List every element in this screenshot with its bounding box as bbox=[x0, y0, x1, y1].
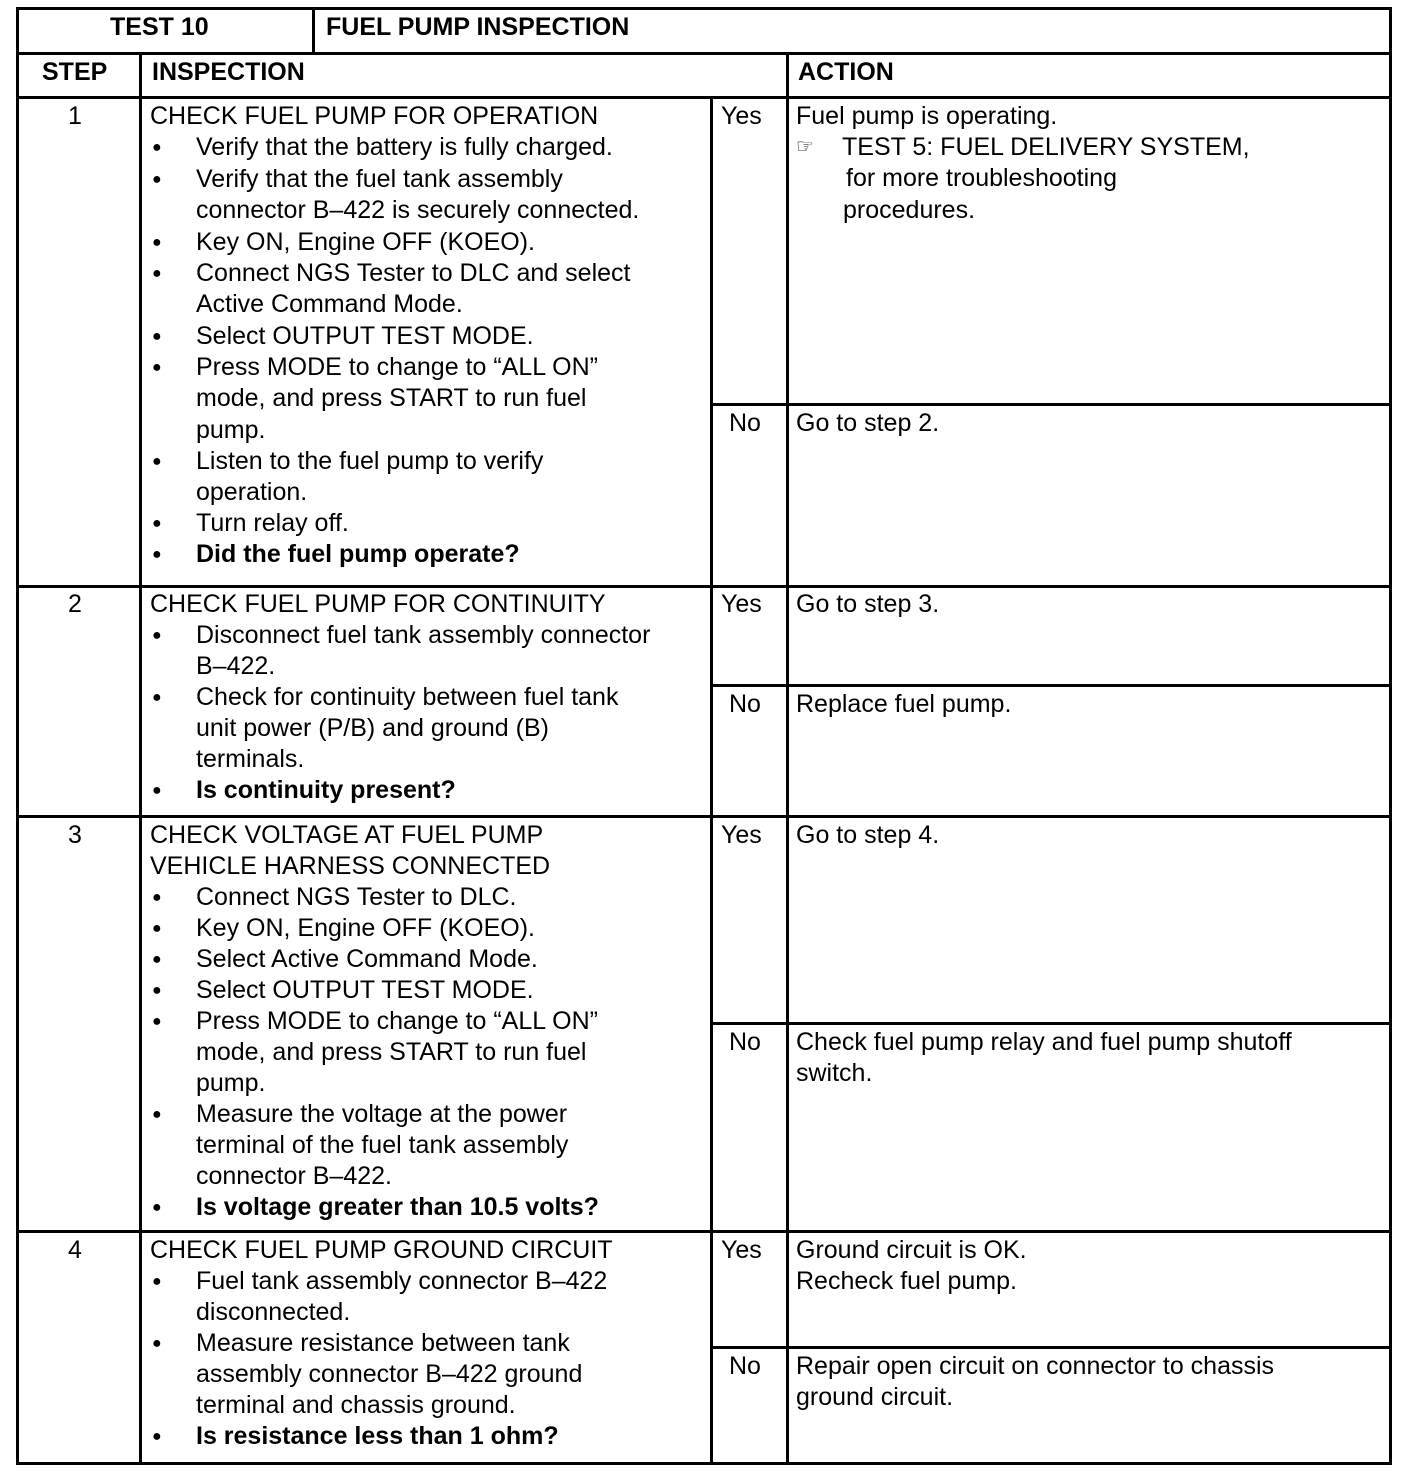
bullet-icon: ● bbox=[152, 627, 162, 644]
bullet-text: Connect NGS Tester to DLC. bbox=[196, 883, 517, 911]
action-text: procedures. bbox=[843, 196, 976, 224]
bullet-icon: ● bbox=[152, 889, 162, 906]
bullet-text: Select Active Command Mode. bbox=[196, 945, 538, 973]
bullet-icon: ● bbox=[152, 139, 162, 156]
bullet-text: Verify that the battery is fully charged. bbox=[196, 133, 613, 161]
action-column-divider bbox=[786, 52, 789, 1465]
step-title: CHECK FUEL PUMP FOR OPERATION bbox=[150, 102, 599, 130]
step-title: CHECK FUEL PUMP FOR CONTINUITY bbox=[150, 590, 606, 618]
bullet-icon: ● bbox=[152, 1013, 162, 1030]
bullet-text: mode, and press START to run fuel bbox=[196, 384, 587, 412]
bullet-icon: ● bbox=[152, 982, 162, 999]
test-label: TEST 10 bbox=[110, 13, 209, 41]
action-text: Replace fuel pump. bbox=[796, 690, 1012, 718]
column-header-step: STEP bbox=[42, 58, 108, 86]
bullet-question: Is resistance less than 1 ohm? bbox=[196, 1422, 559, 1450]
bullet-text: unit power (P/B) and ground (B) bbox=[196, 714, 549, 742]
step-number: 3 bbox=[68, 821, 82, 849]
no-label: No bbox=[729, 1028, 761, 1056]
bullet-text: disconnected. bbox=[196, 1298, 351, 1326]
bullet-question: Is voltage greater than 10.5 volts? bbox=[196, 1193, 599, 1221]
bullet-text: Active Command Mode. bbox=[196, 290, 463, 318]
action-text: Go to step 3. bbox=[796, 590, 940, 618]
bullet-text: mode, and press START to run fuel bbox=[196, 1038, 587, 1066]
bullet-text: Press MODE to change to “ALL ON” bbox=[196, 353, 599, 381]
bullet-icon: ● bbox=[152, 359, 162, 376]
bullet-text: assembly connector B–422 ground bbox=[196, 1360, 583, 1388]
bullet-text: Disconnect fuel tank assembly connector bbox=[196, 621, 651, 649]
bullet-icon: ● bbox=[152, 515, 162, 532]
bullet-text: Listen to the fuel pump to verify bbox=[196, 447, 544, 475]
column-header-action: ACTION bbox=[798, 58, 894, 86]
step-number: 4 bbox=[68, 1236, 82, 1264]
bullet-icon: ● bbox=[152, 546, 162, 563]
step2-divider bbox=[16, 815, 1392, 818]
bullet-text: Verify that the fuel tank assembly bbox=[196, 165, 563, 193]
bullet-icon: ● bbox=[152, 328, 162, 345]
bullet-text: Measure resistance between tank bbox=[196, 1329, 570, 1357]
yes-label: Yes bbox=[721, 821, 762, 849]
bullet-icon: ● bbox=[152, 265, 162, 282]
step2-yes-no-divider bbox=[710, 684, 1392, 687]
yes-label: Yes bbox=[721, 1236, 762, 1264]
no-label: No bbox=[729, 1352, 761, 1380]
bullet-icon: ● bbox=[152, 951, 162, 968]
action-text: switch. bbox=[796, 1059, 873, 1087]
no-label: No bbox=[729, 409, 761, 437]
bullet-icon: ● bbox=[152, 1273, 162, 1290]
column-header-divider bbox=[16, 96, 1392, 99]
bullet-icon: ● bbox=[152, 782, 162, 799]
step3-yes-no-divider bbox=[710, 1022, 1392, 1025]
bullet-icon: ● bbox=[152, 1428, 162, 1445]
bullet-text: pump. bbox=[196, 1069, 266, 1097]
step-number: 1 bbox=[68, 102, 82, 130]
bullet-text: B–422. bbox=[196, 652, 276, 680]
bullet-text: operation. bbox=[196, 478, 308, 506]
yes-label: Yes bbox=[721, 102, 762, 130]
bullet-text: Key ON, Engine OFF (KOEO). bbox=[196, 228, 535, 256]
step1-divider bbox=[16, 585, 1392, 588]
bullet-icon: ● bbox=[152, 1199, 162, 1216]
action-text: Go to step 4. bbox=[796, 821, 940, 849]
action-text: ground circuit. bbox=[796, 1383, 954, 1411]
bullet-icon: ● bbox=[152, 1335, 162, 1352]
bullet-icon: ● bbox=[152, 1106, 162, 1123]
action-text: Check fuel pump relay and fuel pump shutoff bbox=[796, 1028, 1292, 1056]
step-title: CHECK VOLTAGE AT FUEL PUMP bbox=[150, 821, 544, 849]
bullet-text: Check for continuity between fuel tank bbox=[196, 683, 619, 711]
bullet-text: Fuel tank assembly connector B–422 bbox=[196, 1267, 608, 1295]
bullet-text: Turn relay off. bbox=[196, 509, 349, 537]
step4-yes-no-divider bbox=[710, 1346, 1392, 1349]
bullet-text: terminal and chassis ground. bbox=[196, 1391, 516, 1419]
action-text: Go to step 2. bbox=[796, 409, 940, 437]
header-divider bbox=[16, 52, 1392, 55]
bullet-text: Connect NGS Tester to DLC and select bbox=[196, 259, 631, 287]
bullet-text: Key ON, Engine OFF (KOEO). bbox=[196, 914, 535, 942]
action-reference: TEST 5: FUEL DELIVERY SYSTEM, bbox=[842, 133, 1250, 161]
bullet-text: terminal of the fuel tank assembly bbox=[196, 1131, 569, 1159]
bullet-text: Measure the voltage at the power bbox=[196, 1100, 568, 1128]
bullet-icon: ● bbox=[152, 689, 162, 706]
bullet-question: Is continuity present? bbox=[196, 776, 456, 804]
action-text: Fuel pump is operating. bbox=[796, 102, 1058, 130]
bullet-text: connector B–422. bbox=[196, 1162, 392, 1190]
step-number: 2 bbox=[68, 590, 82, 618]
bullet-text: Select OUTPUT TEST MODE. bbox=[196, 976, 534, 1004]
bullet-text: terminals. bbox=[196, 745, 305, 773]
action-text: Repair open circuit on connector to chassis bbox=[796, 1352, 1275, 1380]
title-divider bbox=[312, 7, 315, 53]
pointing-hand-icon: ☞ bbox=[796, 136, 814, 158]
action-text: for more troubleshooting bbox=[846, 164, 1117, 192]
action-text: Recheck fuel pump. bbox=[796, 1267, 1017, 1295]
step-title: CHECK FUEL PUMP GROUND CIRCUIT bbox=[150, 1236, 613, 1264]
test-title: FUEL PUMP INSPECTION bbox=[326, 13, 630, 41]
bullet-icon: ● bbox=[152, 234, 162, 251]
column-header-inspection: INSPECTION bbox=[152, 58, 305, 86]
bullet-icon: ● bbox=[152, 171, 162, 188]
action-text: Ground circuit is OK. bbox=[796, 1236, 1027, 1264]
yes-label: Yes bbox=[721, 590, 762, 618]
bullet-text: Press MODE to change to “ALL ON” bbox=[196, 1007, 599, 1035]
bullet-icon: ● bbox=[152, 920, 162, 937]
bullet-question: Did the fuel pump operate? bbox=[196, 540, 520, 568]
bullet-icon: ● bbox=[152, 453, 162, 470]
no-label: No bbox=[729, 690, 761, 718]
step-column-divider bbox=[139, 52, 142, 1465]
bullet-text: connector B–422 is securely connected. bbox=[196, 196, 640, 224]
bullet-text: Select OUTPUT TEST MODE. bbox=[196, 322, 534, 350]
bullet-text: pump. bbox=[196, 416, 266, 444]
step3-divider bbox=[16, 1230, 1392, 1233]
yes-no-column-divider bbox=[710, 96, 713, 1465]
step1-yes-no-divider bbox=[710, 403, 1392, 406]
step-title: VEHICLE HARNESS CONNECTED bbox=[150, 852, 551, 880]
